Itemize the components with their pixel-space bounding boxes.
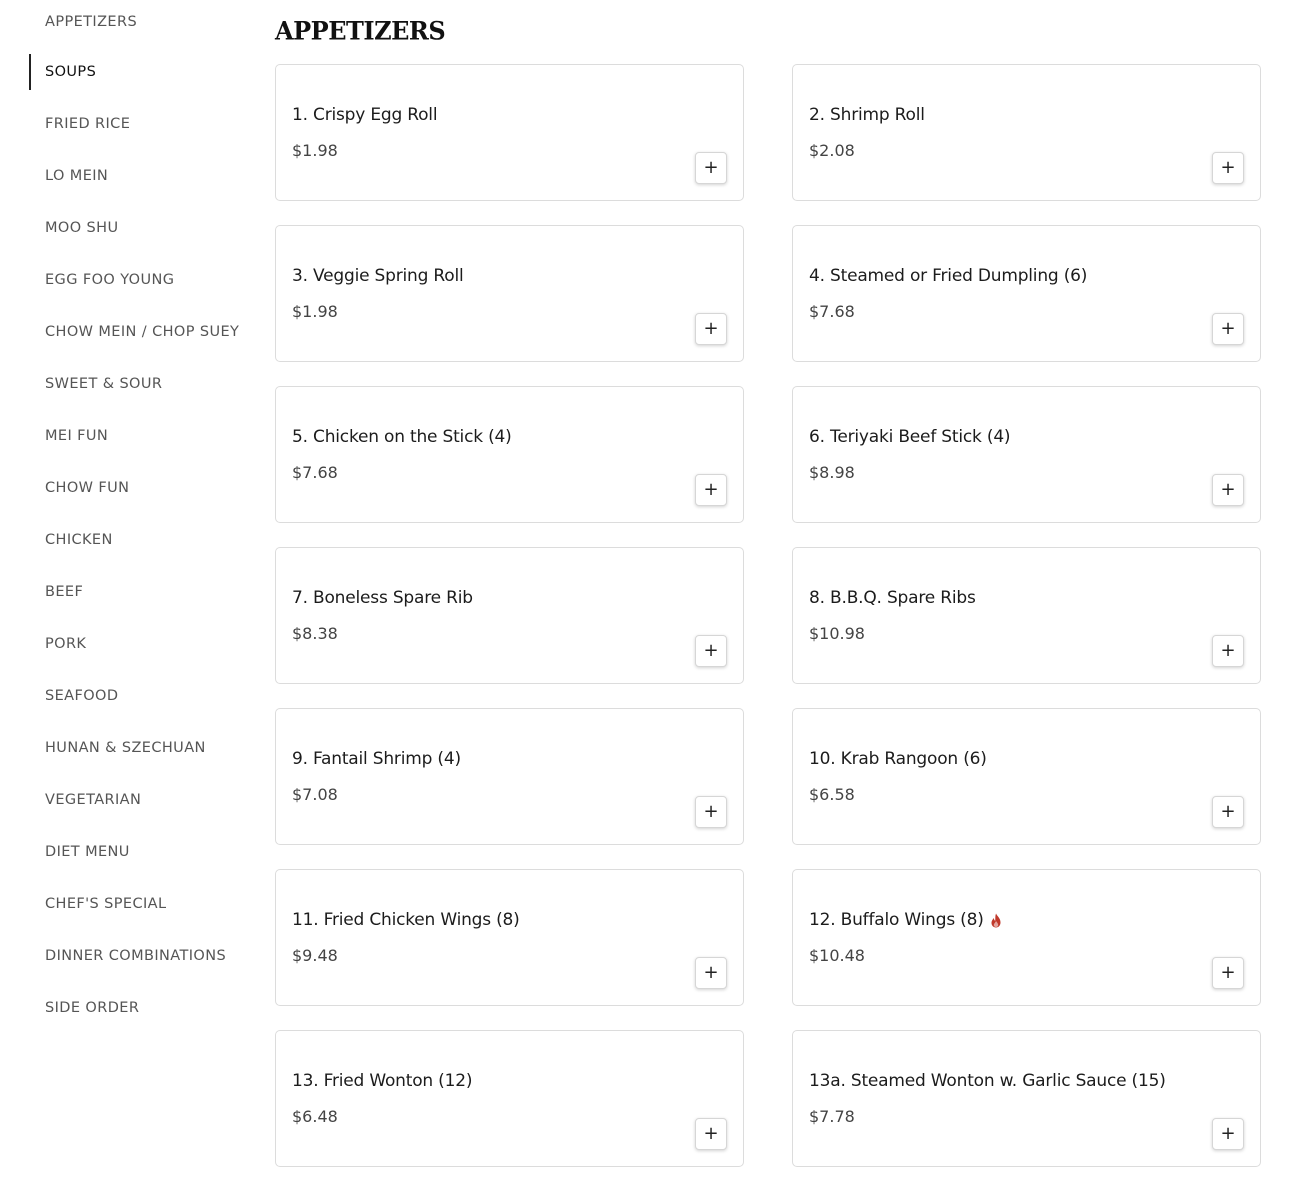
- sidebar-item-appetizers[interactable]: APPETIZERS: [45, 14, 138, 30]
- menu-item-card[interactable]: [275, 547, 744, 684]
- add-to-cart-button[interactable]: +: [1212, 1118, 1244, 1150]
- sidebar-item-hunan-szechuan[interactable]: HUNAN & SZECHUAN: [45, 740, 206, 756]
- menu-item-price: $1.98: [292, 141, 338, 160]
- add-to-cart-button[interactable]: +: [1212, 635, 1244, 667]
- menu-item-name-text: 6. Teriyaki Beef Stick (4): [809, 427, 1011, 447]
- menu-item-name-text: 12. Buffalo Wings (8): [809, 910, 984, 930]
- category-sidebar: [29, 0, 259, 1042]
- menu-item-name: [292, 588, 473, 608]
- menu-item-name: [809, 749, 987, 769]
- menu-item-name-text: 10. Krab Rangoon (6): [809, 749, 987, 769]
- add-to-cart-button[interactable]: +: [1212, 957, 1244, 989]
- sidebar-item-dinner-combinations[interactable]: DINNER COMBINATIONS: [45, 948, 227, 964]
- menu-item-name: [292, 1071, 472, 1091]
- menu-item-name: [292, 266, 464, 286]
- sidebar-item-seafood[interactable]: SEAFOOD: [45, 688, 119, 704]
- sidebar-item-sweet-sour[interactable]: SWEET & SOUR: [45, 376, 163, 392]
- menu-item-card[interactable]: [792, 547, 1261, 684]
- add-to-cart-button[interactable]: +: [695, 957, 727, 989]
- menu-item-card[interactable]: [792, 225, 1261, 362]
- menu-item-name-text: 2. Shrimp Roll: [809, 105, 925, 125]
- menu-item-price: $9.48: [292, 946, 338, 965]
- sidebar-item-side-order[interactable]: SIDE ORDER: [45, 1000, 140, 1016]
- sidebar-item-chow-fun[interactable]: CHOW FUN: [45, 480, 130, 496]
- menu-item-card[interactable]: [792, 64, 1261, 201]
- menu-item-price: $8.38: [292, 624, 338, 643]
- menu-item-card[interactable]: [275, 225, 744, 362]
- menu-item-price: $2.08: [809, 141, 855, 160]
- menu-item-name-text: 13a. Steamed Wonton w. Garlic Sauce (15): [809, 1071, 1166, 1091]
- menu-item-name-text: 1. Crispy Egg Roll: [292, 105, 438, 125]
- flame-icon: [990, 913, 1002, 928]
- add-to-cart-button[interactable]: +: [695, 474, 727, 506]
- menu-item-price: $10.48: [809, 946, 865, 965]
- menu-item-name: [292, 749, 461, 769]
- menu-item-card[interactable]: [792, 386, 1261, 523]
- add-to-cart-button[interactable]: +: [1212, 474, 1244, 506]
- sidebar-item-beef[interactable]: BEEF: [45, 584, 84, 600]
- sidebar-item-mei-fun[interactable]: MEI FUN: [45, 428, 109, 444]
- sidebar-item-moo-shu[interactable]: MOO SHU: [45, 220, 119, 236]
- menu-item-card[interactable]: [792, 1030, 1261, 1167]
- menu-item-price: $7.08: [292, 785, 338, 804]
- menu-item-name: [292, 105, 437, 125]
- menu-item-name: [809, 105, 925, 125]
- menu-item-name-text: 11. Fried Chicken Wings (8): [292, 910, 520, 930]
- sidebar-item-chicken[interactable]: CHICKEN: [45, 532, 113, 548]
- menu-item-card[interactable]: [275, 869, 744, 1006]
- menu-item-price: $6.48: [292, 1107, 338, 1126]
- sidebar-item-soups[interactable]: SOUPS: [29, 54, 259, 90]
- menu-item-price: $7.68: [292, 463, 338, 482]
- sidebar-item-pork[interactable]: PORK: [45, 636, 87, 652]
- menu-item-name: [809, 1071, 1166, 1091]
- menu-item-price: $6.58: [809, 785, 855, 804]
- menu-item-price: $8.98: [809, 463, 855, 482]
- sidebar-item-vegetarian[interactable]: VEGETARIAN: [45, 792, 142, 808]
- sidebar-item-chow-mein-chop-suey[interactable]: CHOW MEIN / CHOP SUEY: [45, 324, 240, 340]
- section-title: APPETIZERS: [275, 15, 446, 46]
- menu-item-card[interactable]: [275, 64, 744, 201]
- menu-item-name-text: 13. Fried Wonton (12): [292, 1071, 473, 1091]
- sidebar-item-lo-mein[interactable]: LO MEIN: [45, 168, 109, 184]
- menu-item-name: [809, 588, 976, 608]
- menu-item-name-text: 3. Veggie Spring Roll: [292, 266, 464, 286]
- menu-item-card[interactable]: [275, 386, 744, 523]
- menu-item-name-text: 4. Steamed or Fried Dumpling (6): [809, 266, 1088, 286]
- menu-item-card[interactable]: [275, 1030, 744, 1167]
- menu-item-name-text: 8. B.B.Q. Spare Ribs: [809, 588, 976, 608]
- sidebar-item-fried-rice[interactable]: FRIED RICE: [45, 116, 131, 132]
- add-to-cart-button[interactable]: +: [1212, 796, 1244, 828]
- sidebar-item-diet-menu[interactable]: DIET MENU: [45, 844, 130, 860]
- menu-item-price: $7.78: [809, 1107, 855, 1126]
- add-to-cart-button[interactable]: +: [1212, 313, 1244, 345]
- add-to-cart-button[interactable]: +: [695, 152, 727, 184]
- sidebar-item-egg-foo-young[interactable]: EGG FOO YOUNG: [45, 272, 175, 288]
- add-to-cart-button[interactable]: +: [695, 796, 727, 828]
- menu-item-price: $7.68: [809, 302, 855, 321]
- menu-item-name: [292, 427, 512, 447]
- menu-item-name-text: 5. Chicken on the Stick (4): [292, 427, 512, 447]
- menu-main: [275, 0, 1261, 1167]
- add-to-cart-button[interactable]: +: [1212, 152, 1244, 184]
- menu-item-card[interactable]: [275, 708, 744, 845]
- add-to-cart-button[interactable]: +: [695, 313, 727, 345]
- menu-item-price: $10.98: [809, 624, 865, 643]
- menu-item-card[interactable]: [792, 708, 1261, 845]
- menu-item-name: [809, 266, 1087, 286]
- add-to-cart-button[interactable]: +: [695, 635, 727, 667]
- menu-item-card[interactable]: [792, 869, 1261, 1006]
- menu-item-price: $1.98: [292, 302, 338, 321]
- menu-item-name: [292, 910, 520, 930]
- add-to-cart-button[interactable]: +: [695, 1118, 727, 1150]
- menu-item-name-text: 9. Fantail Shrimp (4): [292, 749, 461, 769]
- menu-item-grid: [275, 64, 1261, 1167]
- menu-item-name: [809, 427, 1010, 447]
- menu-item-name: [809, 910, 1002, 930]
- menu-item-name-text: 7. Boneless Spare Rib: [292, 588, 473, 608]
- sidebar-item-chef-s-special[interactable]: CHEF'S SPECIAL: [45, 896, 167, 912]
